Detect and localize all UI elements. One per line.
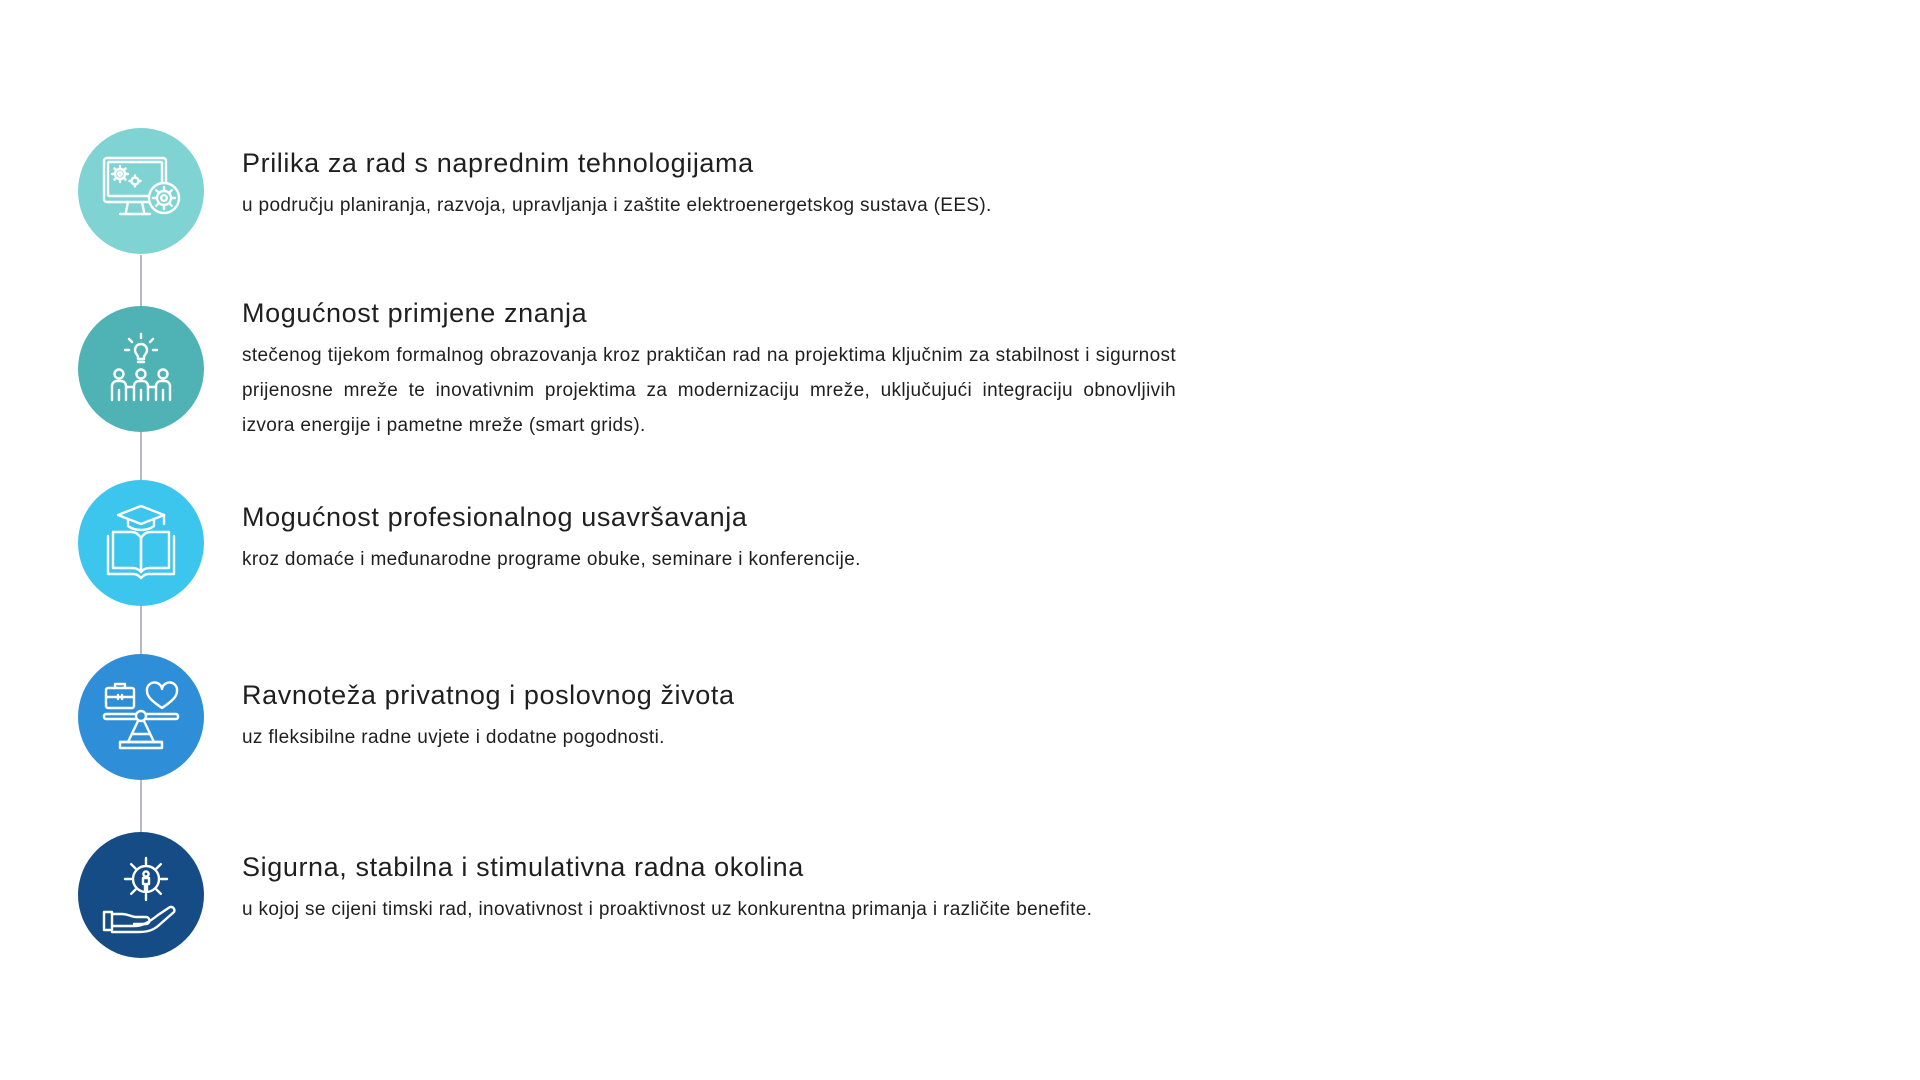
benefit-description: u kojoj se cijeni timski rad, inovativnost i proaktivnost uz konkurentna primanja i različite benefite. <box>242 899 1093 920</box>
icon-circle <box>78 832 204 958</box>
icon-circle <box>78 654 204 780</box>
benefit-description: kroz domaće i međunarodne programe obuke, seminare i konferencije. <box>242 549 861 570</box>
team-lightbulb-icon <box>98 326 184 412</box>
benefit-text <box>242 500 1176 577</box>
benefit-title: Sigurna, stabilna i stimulativna radna okolina <box>242 852 804 882</box>
icon-circle <box>78 306 204 432</box>
benefit-text <box>242 296 1176 443</box>
benefit-title: Prilika za rad s naprednim tehnologijama <box>242 148 754 178</box>
icon-circle <box>78 480 204 606</box>
icon-circle <box>78 128 204 254</box>
benefit-description: stečenog tijekom formalnog obrazovanja kroz praktičan rad na projektima ključnim za stabilnost i sigurnost prijenosne mreže te inovativnim projektima za modernizaciju mreže, uključujući integraciju obnovljivih izvora energije i pametne mreže (smart grids). <box>242 345 1176 436</box>
benefit-description: uz fleksibilne radne uvjete i dodatne pogodnosti. <box>242 727 665 748</box>
monitor-gears-icon <box>98 148 184 234</box>
benefit-text <box>242 850 1176 927</box>
book-graduation-cap-icon <box>98 500 184 586</box>
benefit-title: Mogućnost primjene znanja <box>242 298 588 328</box>
balance-briefcase-heart-icon <box>98 674 184 760</box>
benefit-text <box>242 678 1176 755</box>
benefit-title: Mogućnost profesionalnog usavršavanja <box>242 502 748 532</box>
benefit-description: u području planiranja, razvoja, upravljanja i zaštite elektroenergetskog sustava (EES). <box>242 195 992 216</box>
benefit-text <box>242 146 1176 223</box>
hand-gear-person-icon <box>98 852 184 938</box>
benefit-title: Ravnoteža privatnog i poslovnog života <box>242 680 735 710</box>
